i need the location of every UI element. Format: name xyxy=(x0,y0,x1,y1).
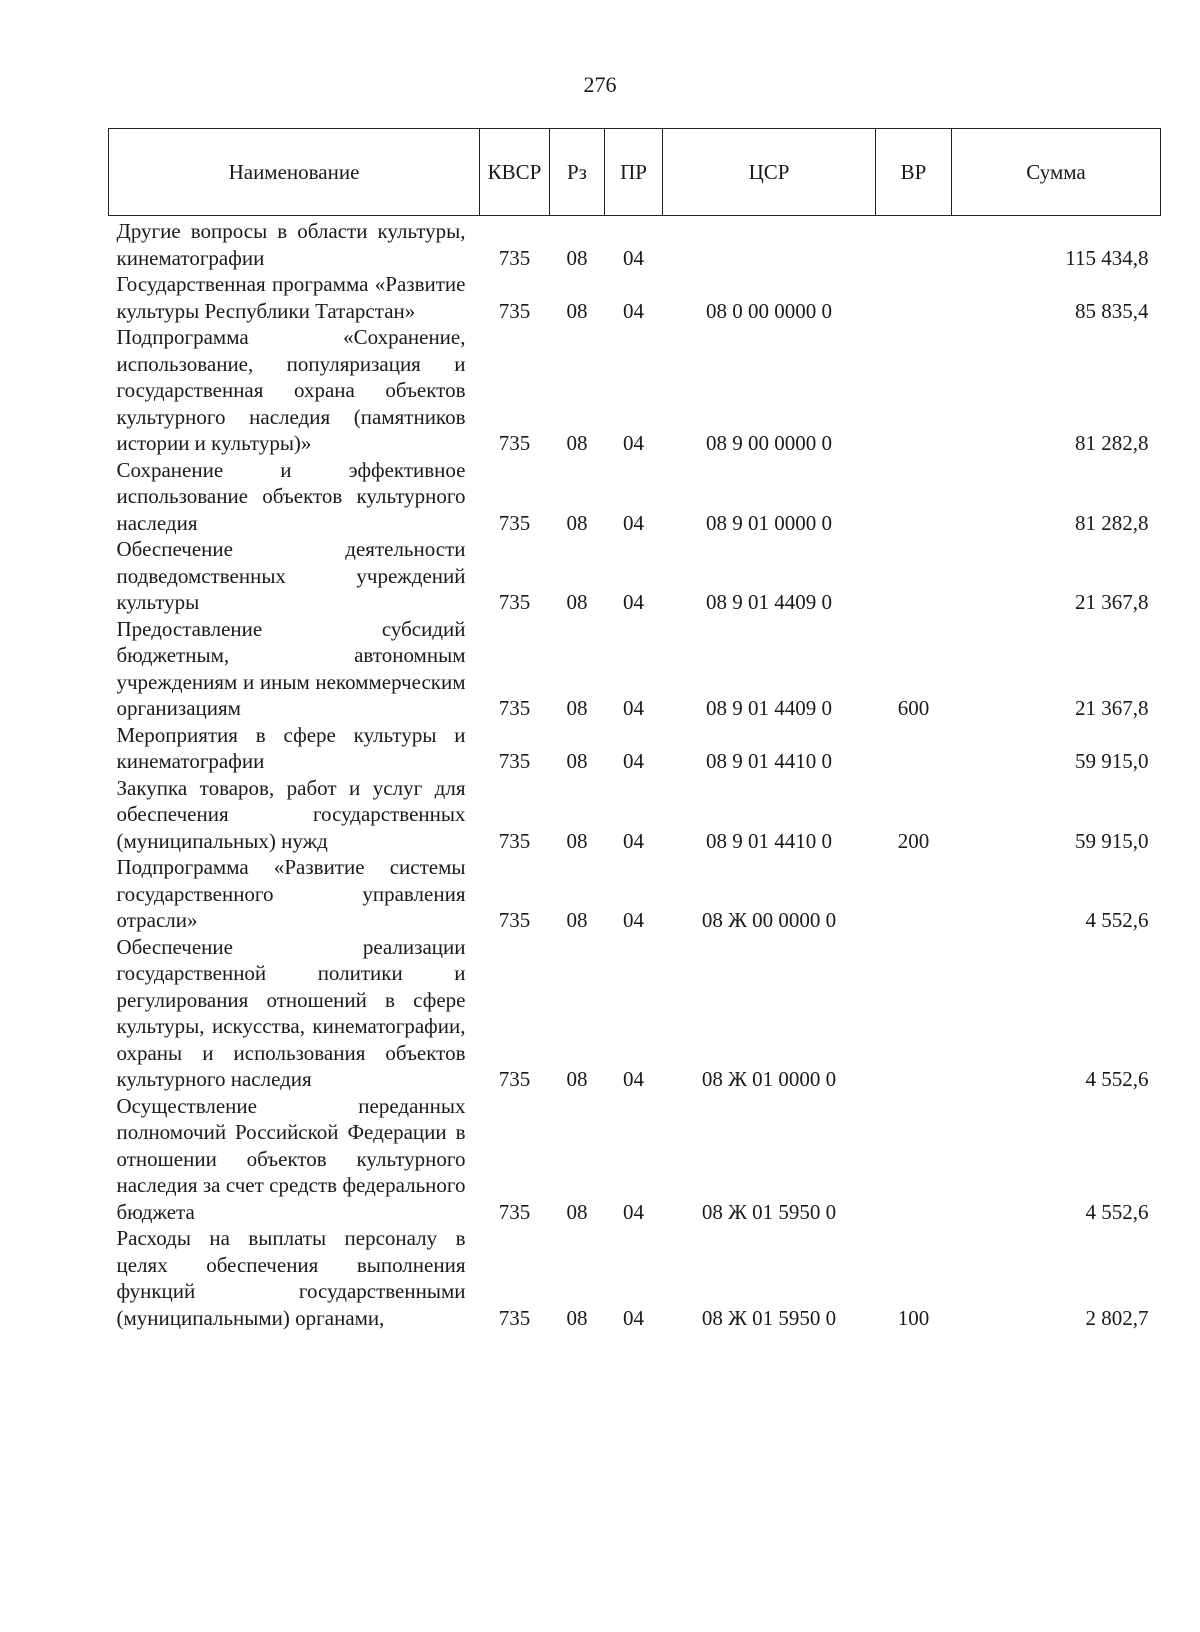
row-sum: 85 835,4 xyxy=(1075,298,1149,323)
table-row xyxy=(109,854,1161,934)
row-kvsr: 735 xyxy=(498,590,531,614)
row-sum: 21 367,8 xyxy=(1075,590,1149,614)
table-header-row xyxy=(109,129,1161,216)
column-header-sum: Сумма xyxy=(952,129,1161,216)
row-name: Предоставление субсидий бюджетным, автономным учреждениям и иным некоммерческим организациям xyxy=(116,616,466,720)
row-kvsr: 735 xyxy=(498,510,531,535)
row-vr: 200 xyxy=(897,828,930,853)
row-pr: 04 xyxy=(623,510,644,535)
row-kvsr: 735 xyxy=(498,298,531,323)
row-rz: 08 xyxy=(566,1199,588,1224)
row-vr xyxy=(876,854,952,934)
row-sum: 21 367,8 xyxy=(1075,696,1149,720)
row-csr: 08 9 01 4409 0 xyxy=(706,696,832,720)
row-csr: 08 9 01 4410 0 xyxy=(706,749,832,773)
table-row xyxy=(109,271,1161,324)
row-sum: 81 282,8 xyxy=(1075,431,1149,455)
page-number: 276 xyxy=(583,72,617,97)
row-vr xyxy=(876,934,952,1093)
row-vr: 600 xyxy=(897,696,930,720)
row-csr: 08 Ж 00 0000 0 xyxy=(701,908,837,932)
row-name: Расходы на выплаты персоналу в целях обеспечения выполнения функций государственными (муниципальными) органами, xyxy=(116,1226,466,1330)
row-rz: 08 xyxy=(566,1067,588,1091)
column-header-pr: ПР xyxy=(605,129,663,216)
row-csr: 08 9 00 0000 0 xyxy=(706,431,832,455)
row-rz: 08 xyxy=(566,298,588,323)
row-pr: 04 xyxy=(623,1199,644,1224)
table-row xyxy=(109,216,1161,272)
row-name: Мероприятия в сфере культуры и кинематографии xyxy=(116,722,466,773)
row-name: Осуществление переданных полномочий Российской Федерации в отношении объектов культурного наследия за счет средств федерального бюджета xyxy=(116,1093,466,1224)
row-name: Сохранение и эффективное использование объектов культурного наследия xyxy=(116,457,466,535)
row-rz: 08 xyxy=(566,590,588,614)
column-header-name: Наименование xyxy=(109,129,480,216)
row-kvsr: 735 xyxy=(498,245,531,270)
row-rz: 08 xyxy=(566,749,588,773)
row-pr: 04 xyxy=(623,908,644,932)
table-row xyxy=(109,775,1161,855)
column-header-rz: Рз xyxy=(550,129,605,216)
row-vr xyxy=(876,722,952,775)
row-pr: 04 xyxy=(623,828,644,853)
row-rz: 08 xyxy=(566,1305,588,1330)
row-sum: 115 434,8 xyxy=(1065,245,1149,270)
table-row xyxy=(109,722,1161,775)
row-pr: 04 xyxy=(623,245,644,270)
row-rz: 08 xyxy=(566,510,588,535)
row-csr: 08 9 01 4410 0 xyxy=(706,828,832,853)
row-name: Государственная программа «Развитие культуры Республики Татарстан» xyxy=(116,272,466,323)
column-header-vr: ВР xyxy=(876,129,952,216)
row-vr xyxy=(876,216,952,272)
table-row xyxy=(109,934,1161,1093)
row-sum: 59 915,0 xyxy=(1075,828,1149,853)
row-csr xyxy=(663,216,876,272)
row-vr xyxy=(876,536,952,616)
row-csr: 08 9 01 4409 0 xyxy=(706,590,832,614)
row-pr: 04 xyxy=(623,1305,644,1330)
row-vr xyxy=(876,1093,952,1226)
row-sum: 4 552,6 xyxy=(1085,908,1149,932)
row-name: Закупка товаров, работ и услуг для обеспечения государственных (муниципальных) нужд xyxy=(116,775,466,853)
row-name: Подпрограмма «Развитие системы государственного управления отрасли» xyxy=(116,855,466,932)
row-rz: 08 xyxy=(566,431,588,455)
row-vr xyxy=(876,324,952,457)
row-rz: 08 xyxy=(566,828,588,853)
row-kvsr: 735 xyxy=(498,828,531,853)
row-name: Подпрограмма «Сохранение, использование, популяризация и государственная охрана объектов культурного наследия (памятников истории и культуры)» xyxy=(116,325,466,455)
row-kvsr: 735 xyxy=(498,696,531,720)
row-pr: 04 xyxy=(623,298,644,323)
table-body xyxy=(109,216,1161,1332)
table-row xyxy=(109,616,1161,722)
row-sum: 4 552,6 xyxy=(1085,1067,1149,1091)
row-pr: 04 xyxy=(623,431,644,455)
row-kvsr: 735 xyxy=(498,1305,531,1330)
row-kvsr: 735 xyxy=(498,1067,531,1091)
table-row xyxy=(109,457,1161,537)
budget-table xyxy=(108,128,1161,1331)
row-rz: 08 xyxy=(566,696,588,720)
row-name: Обеспечение деятельности подведомственных учреждений культуры xyxy=(116,537,466,614)
row-csr: 08 9 01 0000 0 xyxy=(706,510,832,535)
row-csr: 08 Ж 01 5950 0 xyxy=(701,1305,837,1330)
row-pr: 04 xyxy=(623,1067,644,1091)
row-vr: 100 xyxy=(897,1305,930,1330)
row-pr: 04 xyxy=(623,749,644,773)
row-csr: 08 Ж 01 0000 0 xyxy=(701,1067,837,1091)
table-row xyxy=(109,536,1161,616)
table-row xyxy=(109,1093,1161,1226)
row-csr: 08 0 00 0000 0 xyxy=(706,298,832,323)
row-name: Обеспечение реализации государственной политики и регулирования отношений в сфере культуры, искусства, кинематографии, охраны и использования объектов культурного наследия xyxy=(116,934,466,1091)
row-rz: 08 xyxy=(566,908,588,932)
row-csr: 08 Ж 01 5950 0 xyxy=(701,1199,837,1224)
row-name: Другие вопросы в области культуры, кинематографии xyxy=(116,219,466,270)
row-vr xyxy=(876,271,952,324)
table-row xyxy=(109,1225,1161,1331)
row-sum: 81 282,8 xyxy=(1075,510,1149,535)
row-rz: 08 xyxy=(566,245,588,270)
row-sum: 59 915,0 xyxy=(1075,749,1149,773)
row-kvsr: 735 xyxy=(498,908,531,932)
row-pr: 04 xyxy=(623,590,644,614)
row-sum: 4 552,6 xyxy=(1085,1199,1149,1224)
row-pr: 04 xyxy=(623,696,644,720)
column-header-csr: ЦСР xyxy=(663,129,876,216)
column-header-kvsr: КВСР xyxy=(480,129,550,216)
row-kvsr: 735 xyxy=(498,431,531,455)
table-row xyxy=(109,324,1161,457)
row-kvsr: 735 xyxy=(498,1199,531,1224)
row-kvsr: 735 xyxy=(498,749,531,773)
row-vr xyxy=(876,457,952,537)
row-sum: 2 802,7 xyxy=(1085,1305,1149,1330)
